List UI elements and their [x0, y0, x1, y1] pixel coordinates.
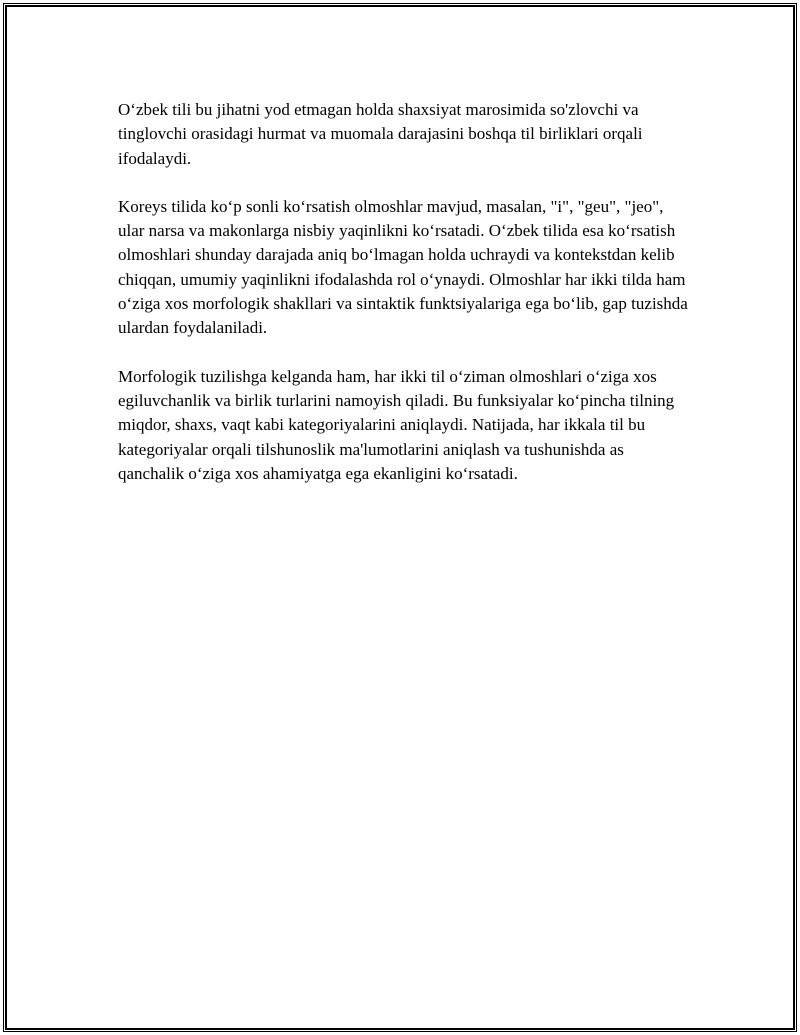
document-body [118, 98, 690, 486]
paragraph-3: Morfologik tuzilishga kelganda ham, har ikki til o‘ziman olmoshlari o‘ziga xos egiluvchanlik va birlik turlarini namoyish qiladi. Bu funksiyalar ko‘pincha tilning miqdor, shaxs, vaqt kabi kategoriyalarini aniqlaydi. Natijada, har ikkala til bu kategoriyalar orqali tilshunoslik ma'lumotlarini aniqlash va tushunishda as qanchalik o‘ziga xos ahamiyatga ega ekanligini ko‘rsatadi. [118, 366, 675, 483]
document-page [3, 3, 797, 1032]
paragraph-2: Koreys tilida ko‘p sonli ko‘rsatish olmoshlar mavjud, masalan, "i", "geu", "jeo", ular narsa va makonlarga nisbiy yaqinlikni ko‘rsatadi. O‘zbek tilida esa ko‘rsatish olmoshlari shunday darajada aniq bo‘lmagan holda uchraydi va kontekstdan kelib chiqqan, umumiy yaqinlikni ifodalashda rol o‘ynaydi. Olmoshlar har ikki tilda ham o‘ziga xos morfologik shakllari va sintaktik funktsiyalariga ega bo‘lib, gap tuzishda ulardan foydalaniladi. [118, 196, 688, 338]
paragraph-1: O‘zbek tili bu jihatni yod etmagan holda shaxsiyat marosimida so'zlovchi va tinglovchi orasidagi hurmat va muomala darajasini boshqa til birliklari orqali ifodalaydi. [118, 100, 643, 168]
